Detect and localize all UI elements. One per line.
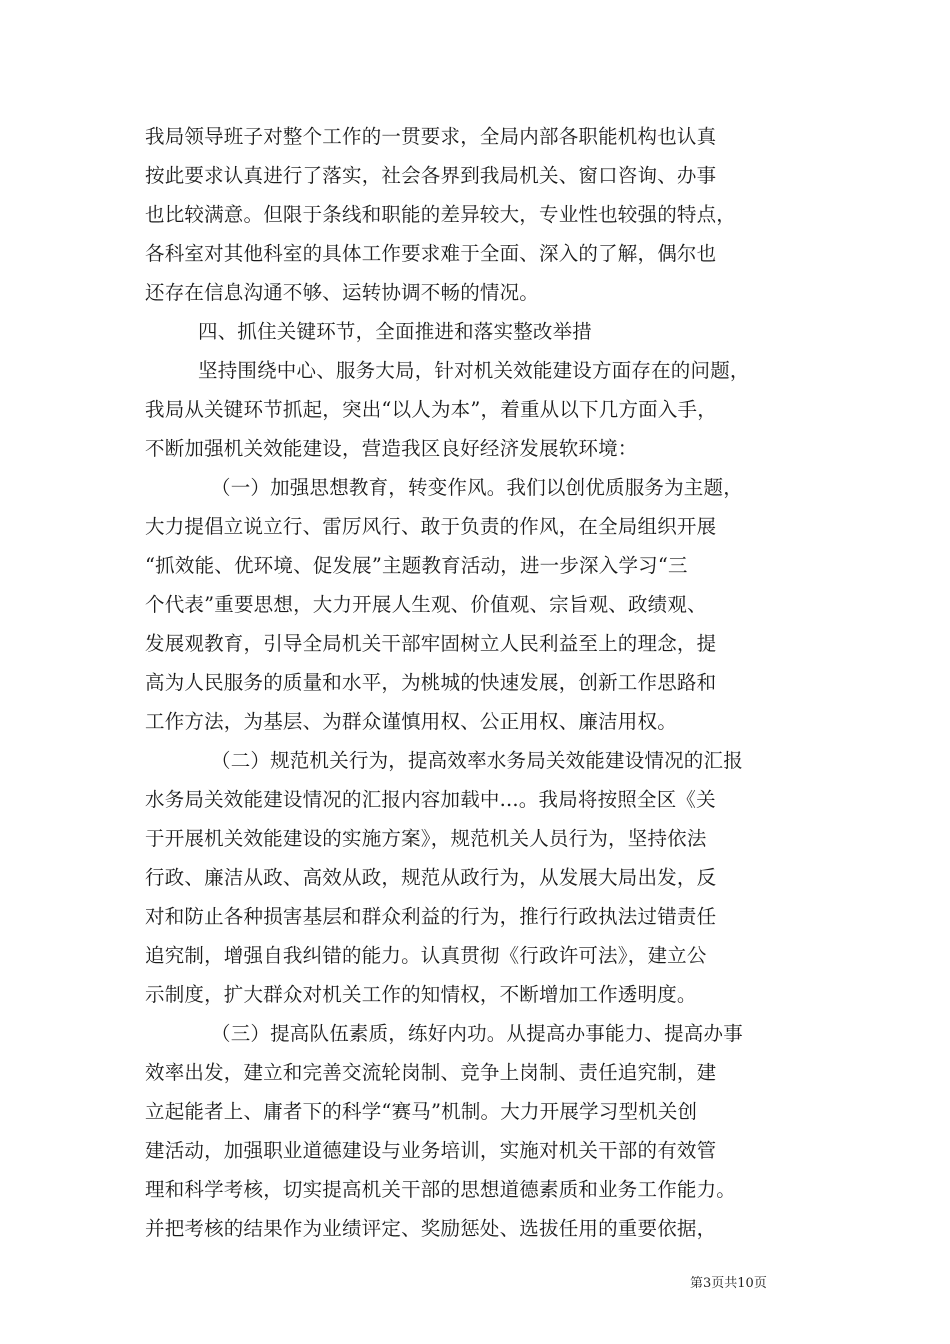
text-line: 坚持围绕中心、服务大局，针对机关效能建设方面存在的问题，: [198, 359, 750, 382]
section-heading: 四、抓住关键环节，全面推进和落实整改举措: [198, 320, 593, 343]
text-line: 也比较满意。但限于条线和职能的差异较大，专业性也较强的特点，: [145, 203, 737, 226]
text-line: 个代表”重要思想，大力开展人生观、价值观、宗旨观、政绩观、: [145, 593, 707, 616]
text-line: 工作方法，为基层、为群众谨慎用权、公正用权、廉洁用权。: [145, 710, 677, 733]
text-line: 大力提倡立说立行、雷厉风行、敢于负责的作风，在全局组织开展: [145, 515, 717, 538]
text-line: 并把考核的结果作为业绩评定、奖励惩处、选拔任用的重要依据，: [145, 1217, 717, 1240]
text-line: 高为人民服务的质量和水平，为桃城的快速发展，创新工作思路和: [145, 671, 717, 694]
text-line: 追究制，增强自我纠错的能力。认真贯彻《行政许可法》，建立公: [145, 944, 707, 967]
text-line: 按此要求认真进行了落实，社会各界到我局机关、窗口咨询、办事: [145, 164, 717, 187]
document-body: [145, 117, 813, 1248]
text-line: 建活动，加强职业道德建设与业务培训，实施对机关干部的有效管: [145, 1139, 717, 1162]
subsection-line: （三）提高队伍素质，练好内功。从提高办事能力、提高办事: [211, 1022, 743, 1045]
text-line: 水务局关效能建设情况的汇报内容加载中...。我局将按照全区《关: [145, 788, 716, 811]
text-line: 各科室对其他科室的具体工作要求难于全面、深入的了解，偶尔也: [145, 242, 717, 265]
text-line: 效率出发，建立和完善交流轮岗制、竞争上岗制、责任追究制，建: [145, 1061, 717, 1084]
subsection-line: （二）规范机关行为，提高效率水务局关效能建设情况的汇报: [211, 749, 743, 772]
text-line: 示制度，扩大群众对机关工作的知情权，不断增加工作透明度。: [145, 983, 697, 1006]
subsection-line: （一）加强思想教育，转变作风。我们以创优质服务为主题，: [211, 476, 743, 499]
text-line: 不断加强机关效能建设，营造我区良好经济发展软环境：: [145, 437, 638, 460]
text-line: 立起能者上、庸者下的科学“赛马”机制。大力开展学习型机关创: [145, 1100, 698, 1123]
text-line: 行政、廉洁从政、高效从政，规范从政行为，从发展大局出发，反: [145, 866, 717, 889]
text-line: 还存在信息沟通不够、运转协调不畅的情况。: [145, 281, 540, 304]
text-line: 我局领导班子对整个工作的一贯要求，全局内部各职能机构也认真: [145, 125, 717, 148]
text-line: “抓效能、优环境、促发展”主题教育活动，进一步深入学习“三: [145, 554, 688, 577]
text-line: 我局从关键环节抓起，突出“以人为本”，着重从以下几方面入手，: [145, 398, 717, 421]
text-line: 理和科学考核，切实提高机关干部的思想道德素质和业务工作能力。: [145, 1178, 737, 1201]
text-line: 于开展机关效能建设的实施方案》，规范机关人员行为，坚持依法: [145, 827, 707, 850]
page-number: 第3页共10页: [690, 1276, 767, 1291]
text-line: 对和防止各种损害基层和群众利益的行为，推行行政执法过错责任: [145, 905, 717, 928]
text-line: 发展观教育，引导全局机关干部牢固树立人民利益至上的理念，提: [145, 632, 717, 655]
